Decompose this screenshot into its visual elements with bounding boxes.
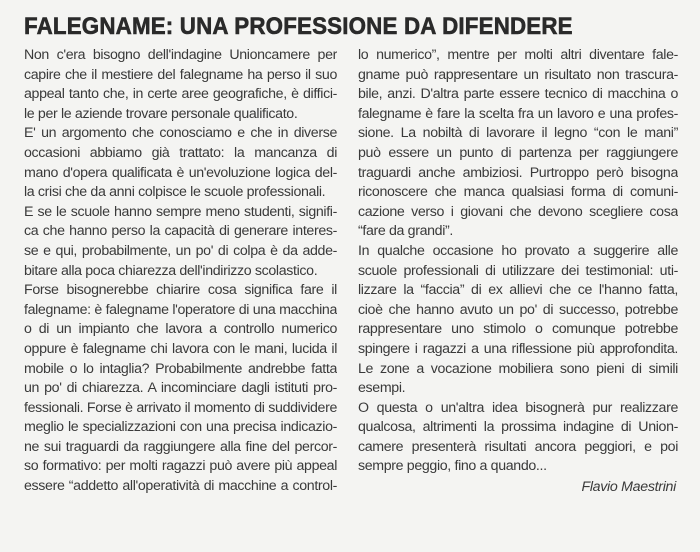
text-line: In qualche occasione ho provato a suggerire alle [358,242,678,259]
text-line: capire che il mestiere del falegname ha perso il suo [24,66,337,83]
text-line: fessionali. Forse è arrivato il momento di suddividere [24,399,337,416]
text-line: occasioni abbiamo già trattato: la mancanza di [24,144,337,161]
article-title: FALEGNAME: UNA PROFESSIONE DA DIFENDERE [24,13,573,40]
text-line: falegname è fare la scelta fra un lavoro e una profes- [358,105,678,122]
text-line: rappresentare uno stimolo o comunque potrebbe [358,321,678,338]
text-line: esempi. [358,380,406,397]
right-column [358,46,678,498]
text-line: so formativo: per molti ragazzi può avere più appeal [24,458,337,475]
text-line: oppure è falegname chi lavora con le mani, lucida il [24,340,337,357]
text-line: Le zone a vocazione mobiliera sono pieni di simili [358,360,678,377]
text-line: mano d'opera qualificata è un'evoluzione logica del- [24,164,337,181]
text-line: E' un argomento che conosciamo e che in diverse [24,125,337,142]
text-line: o di un impianto che lavora a controllo numerico [24,321,337,338]
text-line: camere presenterà risultati ancora peggiori, e poi [358,438,678,455]
text-line: un po' di chiarezza. A incominciare dagli istituti pro- [24,380,337,397]
text-line: qualcosa, altrimenti la prossima indagine di Union- [358,419,678,436]
text-line: mobile o lo intaglia? Probabilmente andrebbe fatta [24,360,337,377]
text-line: riconoscere che manca qualsiasi forma di comuni- [358,184,678,201]
text-line: cazione verso i giovani che devono scegliere cosa [358,203,678,220]
text-line: sione. La nobiltà di lavorare il legno “con le mani” [358,125,678,142]
text-line: bitare alla poca chiarezza dell'indirizzo scolastico. [24,262,318,279]
text-line: traguardi anche ambiziosi. Purtroppo però bisogna [358,164,678,181]
text-line: O questa o un'altra idea bisognerà pur realizzare [358,399,678,416]
text-line: Forse bisognerebbe chiarire cosa significa fare il [24,282,337,299]
text-line: le per le aziende trovare personale qualificato. [24,105,298,122]
text-line: può essere un punto di partenza per raggiungere [358,144,678,161]
text-line: lizzare la “faccia” di ex allievi che ce l'hanno fatta, [358,282,678,299]
text-line: appeal tanto che, in certe aree geografiche, è diffici- [24,86,337,103]
text-line: meglio le specializzazioni con una precisa indicazio- [24,419,337,436]
text-line: se e qui, probabilmente, un po' di colpa è da adde- [24,242,337,259]
text-line: Non c'era bisogno dell'indagine Unioncamere per [24,47,337,63]
text-line: essere “addetto all'operatività di macchine a control- [24,478,337,495]
text-line: cioè che hanno avuto un po' di successo, potrebbe [358,301,678,318]
text-line: E se le scuole hanno sempre meno studenti, signifi- [24,203,337,220]
text-line: ca che hanno perso la capacità di generare interes- [24,223,337,240]
author-signature: Flavio Maestrini [581,479,676,496]
text-line: “fare da grandi”. [358,223,453,240]
text-line: scuole professionali di utilizzare dei testimonial: uti- [358,262,678,279]
text-line: bile, anzi. D'altra parte essere tecnico di macchina o [358,86,678,103]
text-line: sempre peggio, fino a quando... [358,458,547,475]
text-line: gname può rappresentare un risultato non trascura- [358,66,678,83]
text-line: spingere i ragazzi a una riflessione più approfondita. [358,340,678,357]
text-line: ne sui traguardi da raggiungere alla fine del percor- [24,438,337,455]
text-line: la crisi che da anni colpisce le scuole professionali. [24,184,326,201]
text-line: lo numerico”, mentre per molti altri diventare fale- [358,47,678,63]
text-line: falegname: è falegname l'operatore di una macchina [24,301,337,318]
left-column [24,46,337,497]
